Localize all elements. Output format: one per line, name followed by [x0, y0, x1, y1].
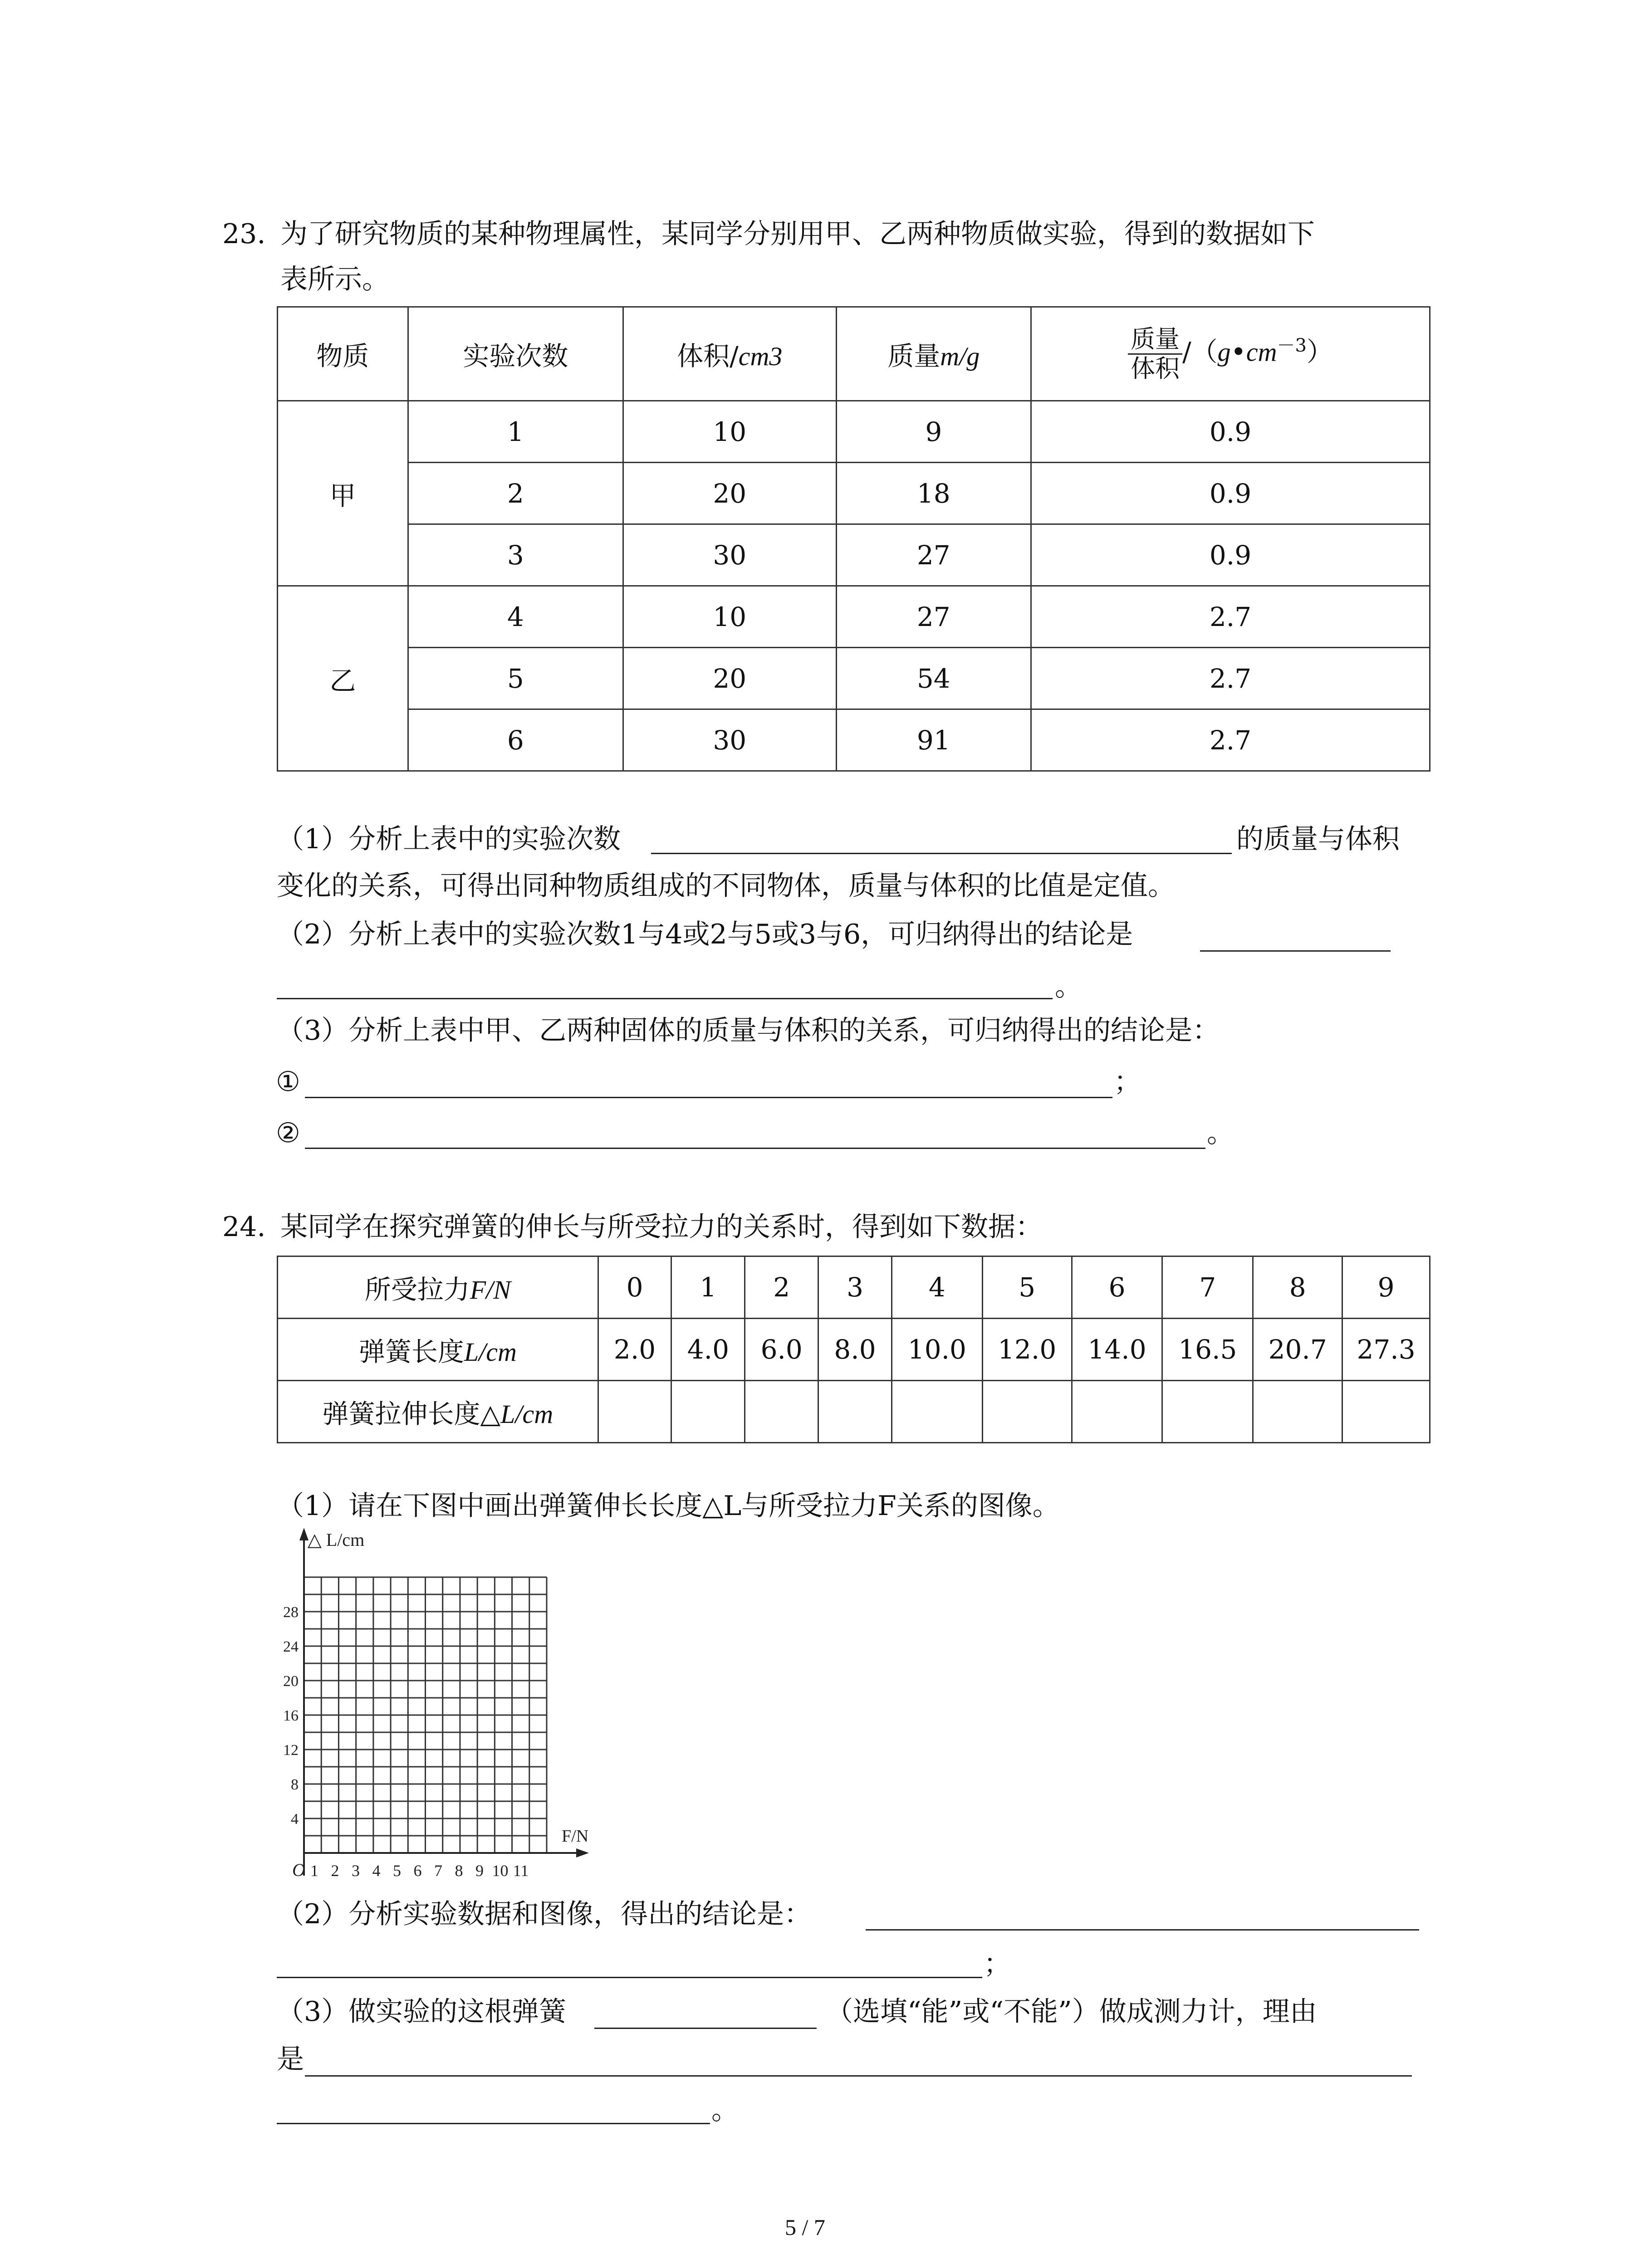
q24-p3-end: 。	[711, 2094, 739, 2126]
ratio-cell: 0.9	[1031, 401, 1430, 463]
extension-row	[278, 1381, 1430, 1443]
q24-p2-answer-blank-line2[interactable]	[277, 1977, 982, 1978]
extension-blank-cell[interactable]	[671, 1381, 745, 1443]
length-value: 2.0	[598, 1319, 671, 1381]
density-table	[277, 306, 1430, 772]
table-row	[278, 586, 1430, 648]
header-volume: 体积/cm3	[623, 307, 837, 401]
length-value: 14.0	[1072, 1319, 1162, 1381]
ratio-cell: 2.7	[1031, 586, 1430, 648]
q23-p3-a-mark: ①	[276, 1066, 300, 1098]
ratio-cell: 0.9	[1031, 463, 1430, 524]
force-value: 6	[1072, 1256, 1162, 1319]
trial-cell: 2	[408, 463, 623, 524]
mass-cell: 27	[836, 524, 1031, 586]
length-value: 16.5	[1162, 1319, 1253, 1381]
q23-p2-answer-blank-line2[interactable]	[277, 998, 1053, 999]
length-value: 10.0	[892, 1319, 982, 1381]
extension-blank-cell[interactable]	[598, 1381, 671, 1443]
q23-stem-line2: 表所示。	[280, 264, 389, 295]
force-value: 5	[982, 1256, 1072, 1319]
x-tick-label: 10	[492, 1862, 509, 1880]
volume-cell: 10	[623, 586, 837, 648]
q23-p2-answer-blank[interactable]	[1200, 950, 1391, 952]
force-value: 9	[1342, 1256, 1430, 1319]
ratio-cell: 2.7	[1031, 709, 1430, 771]
x-tick-label: 9	[475, 1862, 484, 1880]
q24-p2-answer-blank[interactable]	[866, 1929, 1419, 1931]
extension-blank-cell[interactable]	[1342, 1381, 1430, 1443]
length-row	[278, 1319, 1430, 1381]
length-value: 8.0	[818, 1319, 892, 1381]
length-value: 4.0	[671, 1319, 745, 1381]
volume-cell: 20	[623, 648, 837, 709]
q24-stem: 某同学在探究弹簧的伸长与所受拉力的关系时，得到如下数据：	[280, 1211, 1043, 1243]
q24-p3-line2-prefix: 是	[277, 2043, 304, 2075]
y-tick-label: 8	[291, 1776, 299, 1793]
q23-p3-b-answer-blank[interactable]	[305, 1148, 1205, 1149]
extension-blank-cell[interactable]	[982, 1381, 1072, 1443]
substance-cell: 甲	[278, 401, 408, 586]
grid-lines	[304, 1577, 547, 1853]
x-tick-label: 1	[310, 1862, 318, 1880]
x-tick-label: 2	[331, 1862, 339, 1880]
x-axis-arrow	[576, 1848, 589, 1857]
q23-stem-line1: 为了研究物质的某种物理属性，某同学分别用甲、乙两种物质做实验，得到的数据如下	[280, 218, 1315, 250]
extension-blank-cell[interactable]	[1253, 1381, 1342, 1443]
trial-cell: 5	[408, 648, 623, 709]
extension-blank-cell[interactable]	[892, 1381, 982, 1443]
x-tick-label: 5	[393, 1862, 401, 1880]
volume-cell: 20	[623, 463, 837, 524]
table-row	[278, 524, 1430, 586]
origin-label: O	[292, 1860, 305, 1880]
extension-label: 弹簧拉伸长度△L/cm	[278, 1381, 598, 1443]
spring-table	[277, 1256, 1430, 1443]
q23-p2-line1: （2）分析上表中的实验次数1与4或2与5或3与6，可归纳得出的结论是	[277, 919, 1133, 950]
extension-blank-cell[interactable]	[1072, 1381, 1162, 1443]
plot-grid[interactable]	[254, 1524, 617, 1887]
header-mass: 质量m/g	[836, 307, 1031, 401]
x-tick-label: 7	[434, 1862, 442, 1880]
extension-blank-cell[interactable]	[745, 1381, 818, 1443]
table-row	[278, 648, 1430, 709]
q23-p1-prefix: （1）分析上表中的实验次数	[277, 823, 621, 855]
q24-p3-mid: （选填“能”或“不能”）做成测力计，理由	[826, 1996, 1317, 2028]
table-row	[278, 463, 1430, 524]
q24-p3-answer-blank[interactable]	[594, 2028, 817, 2029]
table-row	[278, 401, 1430, 463]
q23-p1-answer-blank[interactable]	[651, 853, 1232, 854]
force-label: 所受拉力F/N	[278, 1256, 598, 1319]
length-value: 20.7	[1253, 1319, 1342, 1381]
x-axis-label: F/N	[562, 1827, 589, 1846]
density-table-header	[278, 307, 1430, 401]
ratio-cell: 0.9	[1031, 524, 1430, 586]
force-value: 2	[745, 1256, 818, 1319]
y-axis-arrow	[299, 1528, 309, 1540]
volume-cell: 30	[623, 524, 837, 586]
y-tick-label: 24	[283, 1638, 299, 1655]
q23-p3-b-end: 。	[1207, 1117, 1234, 1149]
q23-p3-a-end: ；	[1114, 1066, 1141, 1098]
volume-cell: 30	[623, 709, 837, 771]
y-tick-label: 28	[283, 1604, 299, 1621]
x-tick-labels	[310, 1862, 529, 1880]
volume-cell: 10	[623, 401, 837, 463]
force-value: 3	[818, 1256, 892, 1319]
y-tick-label: 16	[283, 1707, 299, 1724]
force-value: 7	[1162, 1256, 1253, 1319]
q23-p1-line2: 变化的关系，可得出同种物质组成的不同物体，质量与体积的比值是定值。	[277, 870, 1175, 902]
trial-cell: 4	[408, 586, 623, 648]
x-tick-label: 11	[513, 1862, 529, 1880]
header-ratio: $\frac{\text{质量}}{\text{体积}}$ $/(g•cm^{-3})$	[1031, 307, 1430, 401]
q24-p1: （1）请在下图中画出弹簧伸长长度△L与所受拉力F关系的图像。	[277, 1490, 1060, 1522]
q24-p2-prefix: （2）分析实验数据和图像，得出的结论是：	[277, 1898, 812, 1930]
y-tick-label: 4	[291, 1811, 299, 1828]
axes	[299, 1528, 589, 1876]
q24-number: 24.	[222, 1211, 266, 1243]
x-tick-label: 3	[352, 1862, 360, 1880]
force-row	[278, 1256, 1430, 1319]
mass-cell: 9	[836, 401, 1031, 463]
ratio-cell: 2.7	[1031, 648, 1430, 709]
y-axis-label: △ L/cm	[308, 1530, 365, 1550]
q24-p2-end: ；	[984, 1948, 1011, 1980]
y-tick-label: 20	[283, 1673, 299, 1690]
q23-number: 23.	[222, 218, 266, 250]
table-row	[278, 709, 1430, 771]
trial-cell: 6	[408, 709, 623, 771]
extension-blank-cell[interactable]	[1162, 1381, 1253, 1443]
extension-blank-cell[interactable]	[818, 1381, 892, 1443]
q23-p2-end: 。	[1055, 971, 1082, 1002]
q24-p3-reason-blank-line2[interactable]	[277, 2123, 710, 2124]
q24-p3-reason-blank[interactable]	[305, 2075, 1412, 2077]
header-substance: 物质	[278, 307, 408, 401]
ratio-fraction: $\frac{\text{质量}}{\text{体积}}$	[1128, 325, 1182, 383]
length-label: 弹簧长度L/cm	[278, 1319, 598, 1381]
y-tick-labels	[283, 1604, 299, 1828]
force-value: 1	[671, 1256, 745, 1319]
x-tick-label: 4	[372, 1862, 381, 1880]
length-value: 12.0	[982, 1319, 1072, 1381]
mass-cell: 54	[836, 648, 1031, 709]
q24-p3-prefix: （3）做实验的这根弹簧	[277, 1996, 567, 2028]
substance-cell: 乙	[278, 586, 408, 771]
header-trial: 实验次数	[408, 307, 623, 401]
page-number: 5 / 7	[785, 2214, 825, 2240]
x-tick-label: 8	[455, 1862, 463, 1880]
q23-p3-a-answer-blank[interactable]	[305, 1097, 1112, 1098]
mass-cell: 27	[836, 586, 1031, 648]
length-value: 6.0	[745, 1319, 818, 1381]
q23-p3-line1: （3）分析上表中甲、乙两种固体的质量与体积的关系，可归纳得出的结论是：	[277, 1015, 1220, 1046]
force-value: 8	[1253, 1256, 1342, 1319]
trial-cell: 3	[408, 524, 623, 586]
length-value: 27.3	[1342, 1319, 1430, 1381]
mass-cell: 18	[836, 463, 1031, 524]
q23-p1-suffix: 的质量与体积	[1236, 823, 1400, 855]
q23-p3-b-mark: ②	[276, 1117, 300, 1149]
trial-cell: 1	[408, 401, 623, 463]
force-value: 4	[892, 1256, 982, 1319]
force-value: 0	[598, 1256, 671, 1319]
x-tick-label: 6	[413, 1862, 422, 1880]
mass-cell: 91	[836, 709, 1031, 771]
y-tick-label: 12	[283, 1742, 299, 1759]
